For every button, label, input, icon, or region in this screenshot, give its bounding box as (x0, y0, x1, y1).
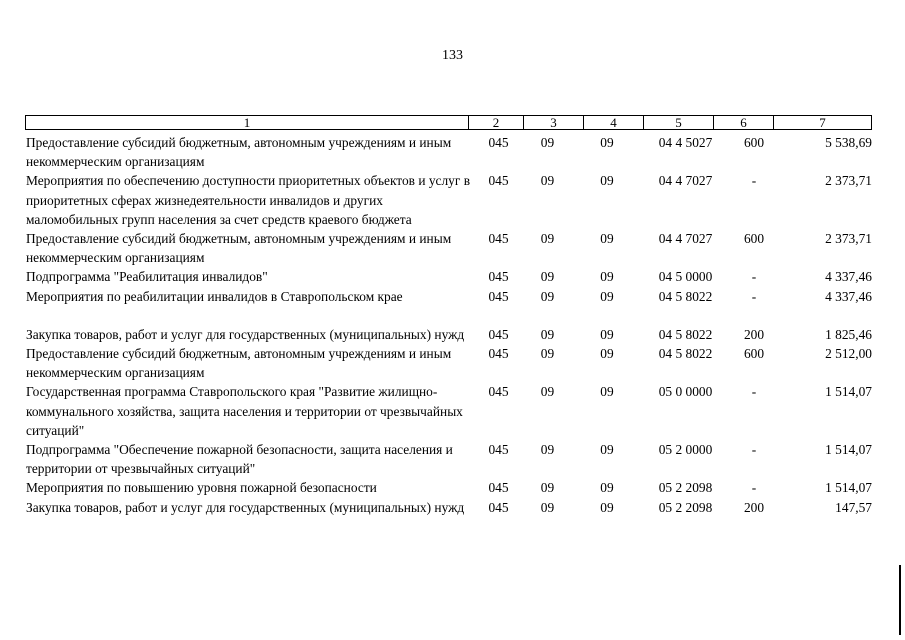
table-body (26, 133, 872, 517)
header-col-6: 6 (714, 116, 774, 129)
table-row (26, 133, 872, 171)
row-col-6: 600 (743, 231, 765, 247)
table-row (26, 478, 872, 497)
row-col-5: 04 5 8022 (658, 346, 713, 362)
row-col-3: 09 (540, 231, 555, 247)
row-col-5: 05 0 0000 (658, 384, 713, 400)
row-col-5: 04 4 5027 (658, 135, 713, 150)
table-row (26, 344, 872, 382)
row-name: Подпрограмма "Обеспечение пожарной безопасности, защита населения и территории от чрезвычайных ситуаций" (26, 442, 453, 477)
row-col-3: 09 (540, 135, 555, 150)
row-col-7: 1 514,07 (825, 384, 872, 400)
row-col-2: 045 (488, 173, 509, 189)
row-col-5: 05 2 2098 (658, 499, 713, 515)
row-col-5: 04 5 8022 (658, 288, 713, 304)
row-name: Мероприятия по повышению уровня пожарной безопасности (26, 480, 377, 496)
row-name: Предоставление субсидий бюджетным, автономным учреждениям и иным некоммерческим организациям (26, 135, 452, 170)
row-col-4: 09 (600, 288, 614, 304)
row-col-5: 04 4 7027 (658, 173, 713, 189)
header-col-1: 1 (26, 116, 469, 129)
row-col-6: 200 (743, 499, 765, 515)
row-col-3: 09 (540, 346, 555, 362)
row-col-7: 147,57 (835, 499, 872, 515)
row-name: Подпрограмма "Реабилитация инвалидов" (26, 269, 268, 285)
row-col-7: 1 514,07 (825, 480, 872, 496)
row-col-3: 09 (540, 326, 555, 342)
row-col-7: 1 514,07 (825, 442, 872, 458)
table-row (26, 229, 872, 267)
table-row (26, 325, 872, 344)
row-col-3: 09 (540, 480, 555, 496)
header-col-7: 7 (819, 115, 826, 130)
row-col-3: 09 (540, 173, 555, 189)
row-name: Предоставление субсидий бюджетным, автономным учреждениям и иным некоммерческим организациям (26, 346, 452, 381)
row-col-3: 09 (540, 442, 555, 458)
row-col-2: 045 (488, 346, 509, 362)
header-col-2: 2 (469, 116, 524, 129)
row-col-7: 4 337,46 (825, 288, 872, 304)
row-col-6: - (751, 480, 757, 496)
row-col-7: 2 512,00 (825, 346, 872, 362)
row-col-4: 09 (600, 499, 614, 515)
table-header (25, 115, 872, 130)
row-col-6: 600 (743, 346, 765, 362)
row-col-2: 045 (488, 326, 509, 342)
row-col-4: 09 (600, 173, 614, 189)
header-col-4: 4 (584, 116, 644, 129)
row-col-6: 600 (743, 135, 765, 150)
table-row (26, 498, 872, 517)
row-col-7: 1 825,46 (825, 326, 872, 342)
row-col-3: 09 (540, 269, 555, 285)
row-col-7: 4 337,46 (825, 269, 872, 285)
row-col-4: 09 (600, 269, 614, 285)
row-col-3: 09 (540, 384, 555, 400)
row-col-6: - (751, 384, 757, 400)
row-col-2: 045 (488, 288, 509, 304)
row-col-2: 045 (488, 499, 509, 515)
row-name: Предоставление субсидий бюджетным, автономным учреждениям и иным некоммерческим организациям (26, 231, 452, 266)
row-col-4: 09 (600, 384, 614, 400)
row-col-6: - (751, 442, 757, 458)
row-col-4: 09 (600, 480, 614, 496)
row-col-2: 045 (488, 231, 509, 247)
row-col-2: 045 (488, 269, 509, 285)
row-col-5: 04 5 0000 (658, 269, 713, 285)
row-col-4: 09 (600, 231, 614, 247)
row-col-2: 045 (488, 135, 509, 150)
row-col-2: 045 (488, 480, 509, 496)
row-col-4: 09 (600, 135, 614, 150)
row-col-4: 09 (600, 346, 614, 362)
table-row (26, 440, 872, 478)
row-col-2: 045 (488, 384, 509, 400)
row-name: Государственная программа Ставропольского края "Развитие жилищно-коммунального хозяйства, защита населения и территории от чрезвычайных ситуаций" (26, 384, 463, 438)
row-col-3: 09 (540, 499, 555, 515)
header-col-5: 5 (644, 116, 714, 129)
table-row (26, 267, 872, 286)
row-name: Закупка товаров, работ и услуг для государственных (муниципальных) нужд (26, 326, 465, 342)
scan-edge-mark (899, 565, 901, 635)
table-row (26, 382, 872, 440)
row-col-5: 05 2 2098 (658, 480, 713, 496)
row-col-7: 2 373,71 (825, 231, 872, 247)
row-col-7: 5 538,69 (825, 135, 872, 150)
row-col-2: 045 (488, 442, 509, 458)
row-col-5: 04 4 7027 (658, 231, 713, 247)
row-col-6: 200 (743, 326, 765, 342)
header-col-3: 3 (524, 116, 584, 129)
row-col-4: 09 (600, 326, 614, 342)
row-col-5: 04 5 8022 (658, 326, 713, 342)
row-name: Закупка товаров, работ и услуг для государственных (муниципальных) нужд (26, 499, 465, 515)
table-row (26, 287, 872, 306)
row-col-6: - (751, 269, 757, 285)
page-number: 133 (442, 48, 463, 63)
row-col-4: 09 (600, 442, 614, 458)
table-row (26, 171, 872, 229)
row-col-7: 2 373,71 (825, 173, 872, 189)
row-col-6: - (751, 288, 757, 304)
row-col-3: 09 (540, 288, 555, 304)
row-name: Мероприятия по реабилитации инвалидов в Ставропольском крае (26, 288, 403, 304)
row-col-6: - (751, 173, 757, 189)
row-name: Мероприятия по обеспечению доступности приоритетных объектов и услуг в приоритетных сферах жизнедеятельности инвалидов и других маломобильных групп населения за счет средств краевого бюджета (26, 173, 471, 227)
row-col-5: 05 2 0000 (658, 442, 713, 458)
